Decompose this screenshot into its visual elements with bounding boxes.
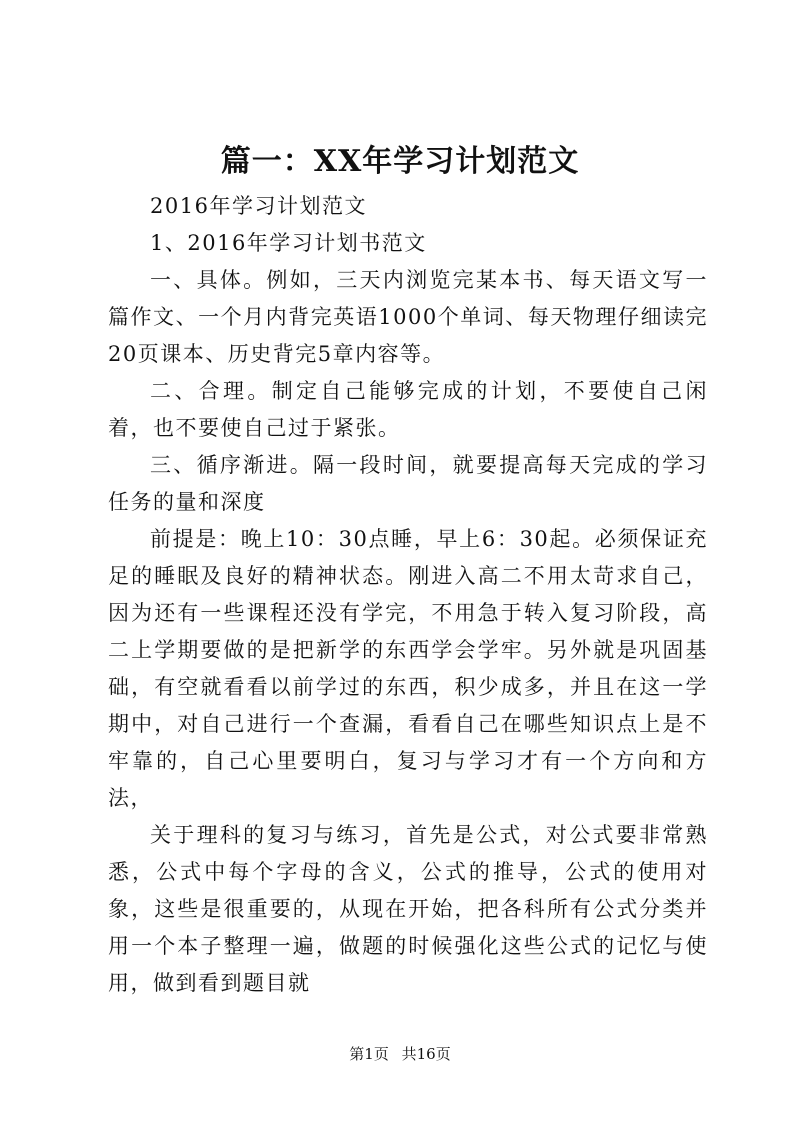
- total-pages: 共16页: [401, 1045, 451, 1063]
- document-title: 篇一：XX年学习计划范文: [220, 144, 580, 179]
- paragraph-5: 三、循序渐进。隔一段时间，就要提高每天完成的学习任务的量和深度: [108, 453, 708, 514]
- paragraph-4: 二、合理。制定自己能够完成的计划，不要使自己闲着，也不要使自己过于紧张。: [108, 379, 708, 440]
- paragraph-2: 1、2016年学习计划书范文: [150, 231, 427, 255]
- paragraph-7: 关于理科的复习与练习，首先是公式，对公式要非常熟悉，公式中每个字母的含义，公式的推导，公式的使用对象，这些是很重要的，从现在开始，把各科所有公式分类并用一个本子整理一遍，做题的时候强化这些公式的记忆与使用，做到看到题目就: [108, 823, 708, 995]
- document-body: [108, 188, 708, 1002]
- page-footer: [0, 1044, 800, 1064]
- paragraph-6: 前提是：晚上10：30点睡，早上6：30起。必须保证充足的睡眠及良好的精神状态。刚进入高二不用太苛求自己，因为还有一些课程还没有学完，不用急于转入复习阶段，高二上学期要做的是把新学的东西学会学牢。另外就是巩固基础，有空就看看以前学过的东西，积少成多，并且在这一学期中，对自己进行一个查漏，看看自己在哪些知识点上是不牢靠的，自己心里要明白，复习与学习才有一个方向和方法，: [108, 527, 708, 810]
- page-number: 第1页: [349, 1045, 389, 1063]
- paragraph-1: 2016年学习计划范文: [150, 194, 367, 218]
- paragraph-3: 一、具体。例如，三天内浏览完某本书、每天语文写一篇作文、一个月内背完英语1000个单词、每天物理仔细读完20页课本、历史背完5章内容等。: [108, 268, 708, 366]
